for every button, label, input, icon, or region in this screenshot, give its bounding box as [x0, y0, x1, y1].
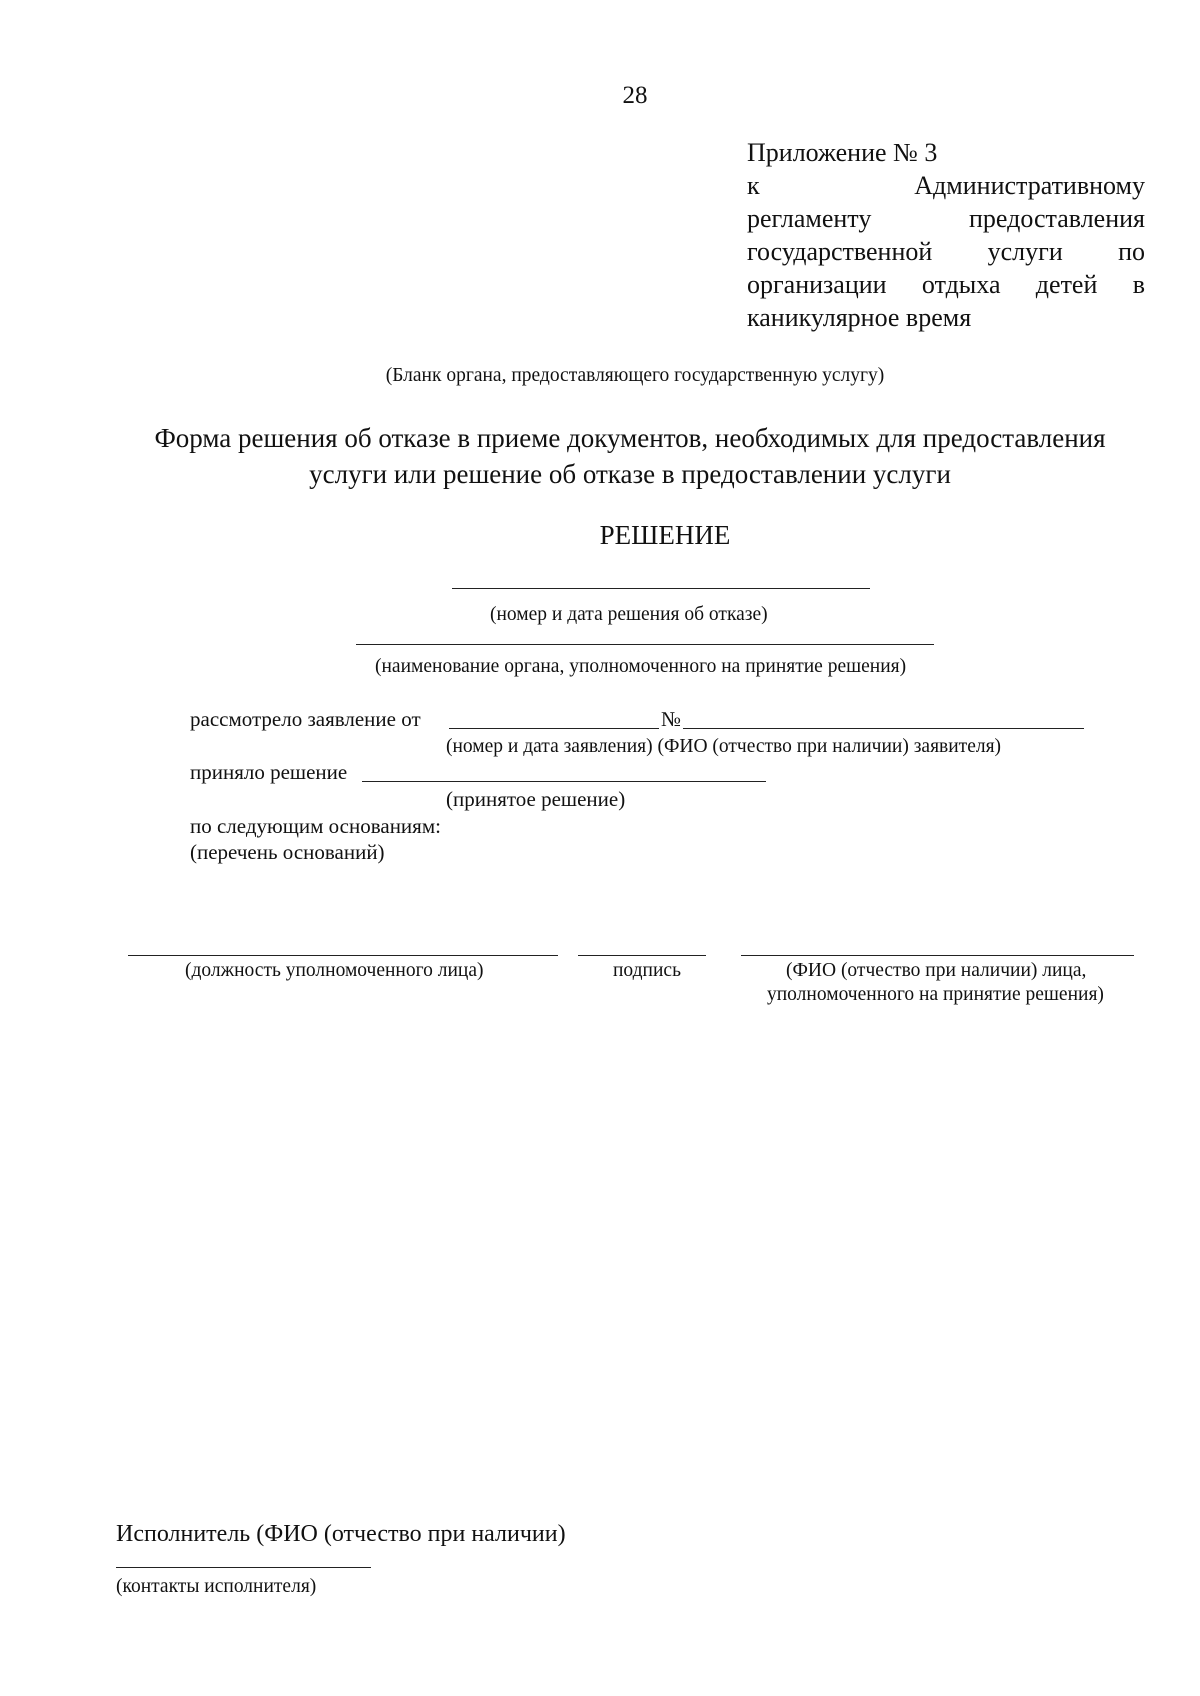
appendix-word: организации — [747, 270, 887, 299]
application-caption: (номер и дата заявления) (ФИО (отчество при наличии) заявителя) — [446, 736, 1002, 757]
appendix-word: государственной — [747, 237, 933, 266]
grounds-list: (перечень оснований) — [190, 840, 385, 864]
appendix-word: услуги — [987, 237, 1063, 266]
decision-caption: (принятое решение) — [446, 787, 626, 811]
grounds-label: по следующим основаниям: — [190, 814, 441, 838]
appendix-word: Административному — [914, 171, 1145, 200]
appendix-title: Приложение № 3 — [747, 138, 938, 167]
form-title — [0, 420, 1200, 492]
appendix-word: отдыха — [921, 270, 1001, 299]
appendix-line-2 — [747, 202, 1145, 235]
application-label: рассмотрело заявление от — [190, 707, 421, 731]
signer-name-caption-line-1: (ФИО (отчество при наличии) лица, — [786, 960, 1087, 981]
appendix-line-5: каникулярное время — [747, 303, 972, 332]
application-date-line — [449, 728, 659, 729]
appendix-word: предоставления — [969, 204, 1145, 233]
position-caption: (должность уполномоченного лица) — [185, 960, 484, 981]
form-title-line-1: Форма решения об отказе в приеме документов, необходимых для предоставления — [154, 423, 1106, 453]
form-title-line-2: услуги или решение об отказе в предоставлении услуги — [309, 459, 951, 489]
decision-number-line — [452, 588, 870, 589]
appendix-word: к — [747, 171, 760, 200]
appendix-line-1 — [747, 169, 1145, 202]
blank-note: (Бланк органа, предоставляющего государственную услугу) — [385, 365, 885, 386]
number-sign: № — [661, 707, 682, 731]
decision-heading: РЕШЕНИЕ — [599, 520, 731, 550]
appendix-word: в — [1132, 270, 1145, 299]
executor-label: Исполнитель (ФИО (отчество при наличии) — [116, 1521, 566, 1547]
signer-name-caption-line-2: уполномоченного на принятие решения) — [767, 984, 1104, 1005]
applicant-name-line — [683, 728, 1084, 729]
executor-contacts-line — [116, 1567, 371, 1568]
appendix-word: по — [1118, 237, 1145, 266]
position-line — [128, 955, 558, 956]
authority-line — [356, 644, 934, 645]
appendix-block — [747, 136, 1145, 334]
decision-label: приняло решение — [190, 760, 348, 784]
authority-caption: (наименование органа, уполномоченного на принятие решения) — [375, 656, 907, 677]
decision-number-caption: (номер и дата решения об отказе) — [490, 604, 768, 625]
executor-contacts-caption: (контакты исполнителя) — [116, 1576, 317, 1597]
page-number: 28 — [622, 82, 648, 109]
signature-line — [578, 955, 706, 956]
appendix-word: регламенту — [747, 204, 872, 233]
decision-line — [362, 781, 766, 782]
appendix-line-4 — [747, 268, 1145, 301]
signature-caption: подпись — [613, 960, 681, 981]
appendix-word: детей — [1035, 270, 1098, 299]
appendix-line-3 — [747, 235, 1145, 268]
signer-name-line — [741, 955, 1134, 956]
